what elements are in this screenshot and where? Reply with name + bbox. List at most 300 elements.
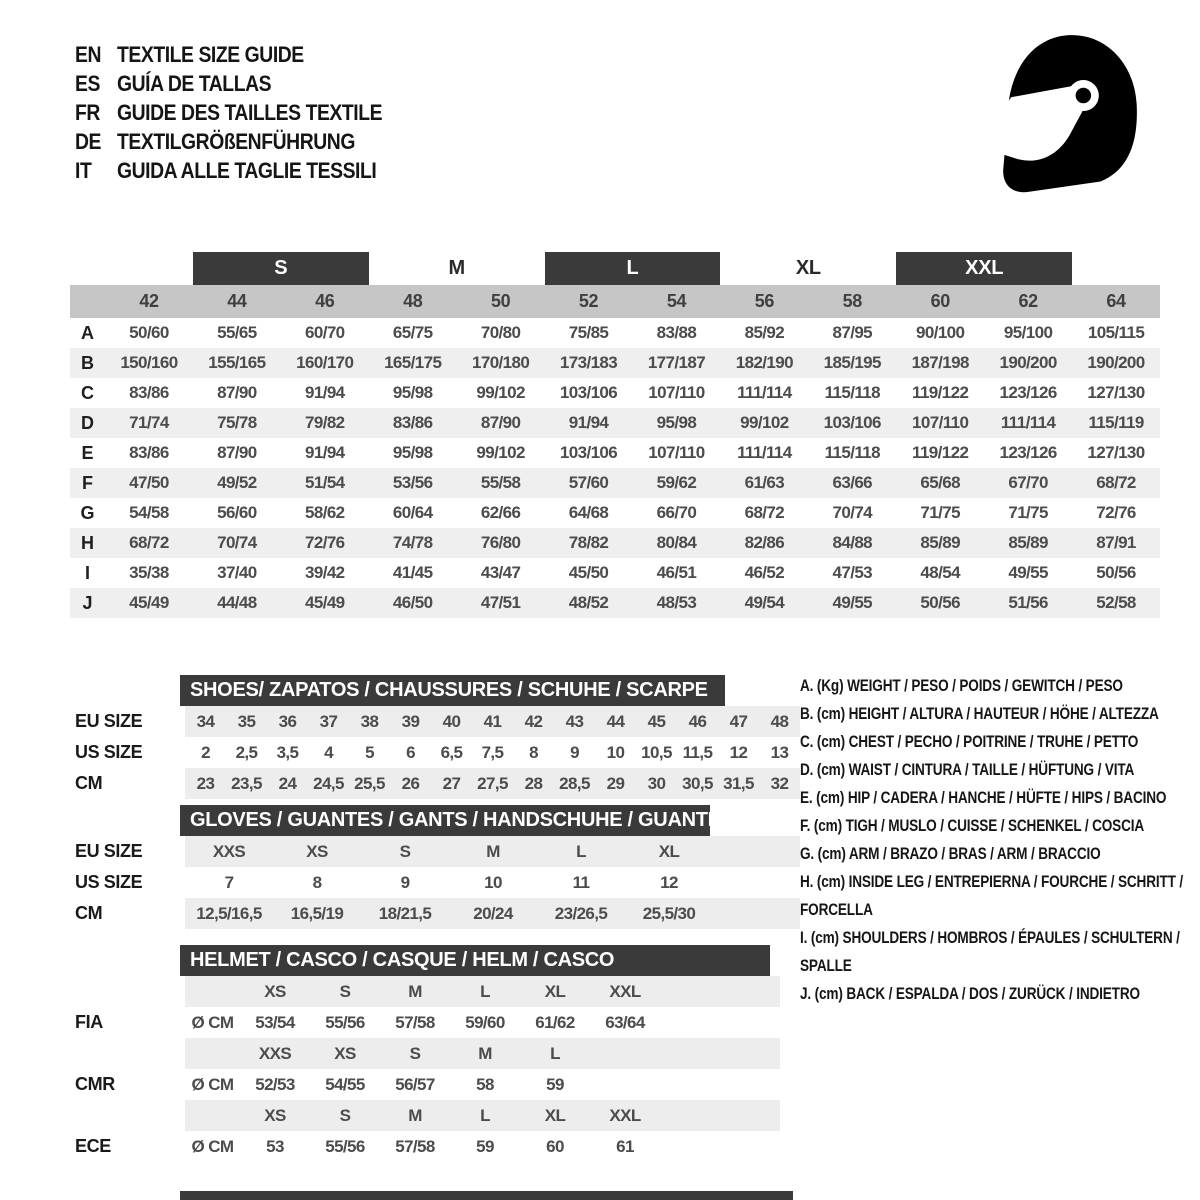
size-cell: S (399, 841, 411, 861)
row-label: EU SIZE (75, 711, 143, 731)
size-band-l: L (545, 252, 721, 285)
size-cell: 3,5 (276, 742, 299, 762)
numeric-size-cell: 62 (1018, 291, 1038, 311)
size-value-cell: 103/106 (823, 413, 881, 432)
size-value-cell: 61/63 (744, 473, 785, 492)
size-cell: 7 (224, 872, 234, 892)
row-values (185, 836, 800, 867)
size-value-cell: 84/88 (832, 533, 873, 552)
language-title: TEXTILGRÖßENFÜHRUNG (117, 128, 355, 154)
size-cell: 60 (546, 1136, 564, 1156)
size-value-cell: 87/90 (480, 413, 521, 432)
language-title: GUIDE DES TAILLES TEXTILE (117, 99, 383, 125)
size-value-cell: 63/66 (832, 473, 873, 492)
size-value-cell: 47/53 (832, 563, 873, 582)
size-value-cell: 48/53 (656, 593, 697, 612)
size-cell: 6 (406, 742, 415, 762)
size-value-cell: 127/130 (1087, 443, 1145, 462)
gloves-rows (70, 836, 810, 929)
row-letter: F (82, 472, 93, 493)
size-cell: 9 (570, 742, 579, 762)
size-value-cell: 47/50 (129, 473, 169, 492)
measurement-row (70, 318, 1160, 348)
size-cell: 35 (237, 711, 256, 731)
size-value-cell: 64/68 (568, 503, 609, 522)
size-cell: 28,5 (559, 773, 590, 793)
size-value-cell: 66/70 (656, 503, 697, 522)
language-code: DE (75, 128, 102, 154)
size-band-s: S (193, 252, 369, 285)
size-value-cell: 83/86 (129, 443, 169, 462)
size-value-cell: 99/102 (476, 383, 525, 402)
size-value-cell: 43/47 (480, 563, 521, 582)
size-cell: 43 (565, 711, 584, 731)
size-value-cell: 155/165 (208, 353, 266, 372)
size-value-cell: 59/62 (656, 473, 697, 492)
size-band-xl: XL (795, 257, 821, 279)
size-row (70, 867, 810, 898)
size-value-cell: 107/110 (912, 413, 969, 432)
numeric-size-cell: 42 (139, 291, 159, 311)
size-value-cell: 50/56 (920, 593, 960, 612)
size-value-cell: 79/82 (305, 413, 345, 432)
size-value-cell: 87/91 (1096, 533, 1136, 552)
language-code: FR (75, 99, 100, 125)
size-cell: 47 (729, 711, 748, 731)
size-value-cell: 83/88 (656, 323, 697, 342)
size-cell: 10,5 (641, 742, 672, 762)
legend-entry: F. (cm) TIGH / MUSLO / CUISSE / SCHENKEL / COSCIA (800, 816, 1145, 835)
size-value-cell: 45/49 (129, 593, 169, 612)
size-cell: XL (658, 841, 680, 861)
size-cell: 5 (365, 742, 374, 762)
size-value-cell: 78/82 (568, 533, 609, 552)
size-value-cell: 95/98 (392, 383, 433, 402)
size-cell: 13 (770, 742, 789, 762)
size-cell: 4 (324, 742, 333, 762)
language-title: GUÍA DE TALLAS (117, 70, 272, 96)
size-value-cell: 57/60 (568, 473, 609, 492)
size-value-cell: 95/100 (1003, 323, 1053, 342)
size-value-cell: 45/49 (305, 593, 345, 612)
size-cell: 27 (442, 773, 461, 793)
size-cell: 27,5 (477, 773, 508, 793)
language-row (75, 127, 418, 156)
size-value-cell: 95/98 (656, 413, 697, 432)
size-value-cell: 105/115 (1087, 323, 1145, 342)
size-value-cell: 65/75 (392, 323, 433, 342)
row-label (70, 1100, 185, 1131)
measurement-row (70, 408, 1160, 438)
size-cell: XS (264, 981, 286, 1001)
size-value-cell: 85/89 (1008, 533, 1048, 552)
size-value-cell: 111/114 (737, 443, 792, 462)
size-value-cell: 80/84 (656, 533, 697, 552)
size-cell: S (409, 1043, 421, 1063)
size-value-cell: 46/51 (656, 563, 697, 582)
language-row (75, 69, 418, 98)
size-cell: 55/56 (325, 1012, 365, 1032)
size-value-cell: 48/52 (568, 593, 609, 612)
row-letter: J (82, 592, 93, 613)
helmet-size-section (70, 945, 810, 1162)
size-row (70, 1131, 810, 1162)
size-value-cell: 41/45 (392, 563, 433, 582)
language-row (75, 40, 418, 69)
size-cell: 23/26,5 (554, 903, 608, 923)
numeric-size-cell: 54 (666, 291, 687, 311)
size-cell: 12 (729, 742, 748, 762)
size-cell: 12,5/16,5 (196, 903, 262, 923)
numeric-size-header (70, 285, 1160, 318)
size-value-cell: 55/58 (480, 473, 521, 492)
size-value-cell: 76/80 (480, 533, 521, 552)
size-cell: 59 (546, 1074, 564, 1094)
size-value-cell: 87/90 (217, 383, 257, 402)
measurement-row (70, 528, 1160, 558)
size-value-cell: 51/56 (1008, 593, 1048, 612)
numeric-size-cell: 48 (403, 291, 423, 311)
measurement-legend (800, 672, 1196, 1008)
size-cell: 31,5 (723, 773, 754, 793)
shoes-section-title: SHOES/ ZAPATOS / CHAUSSURES / SCHUHE / SCARPE (180, 675, 725, 706)
size-value-cell: 71/74 (129, 413, 169, 432)
size-cell: 34 (196, 711, 215, 731)
row-letter: D (81, 412, 94, 433)
size-value-cell: 68/72 (744, 503, 785, 522)
size-cell: 59/60 (465, 1012, 505, 1032)
size-cell: 9 (400, 872, 410, 892)
legend-entry: B. (cm) HEIGHT / ALTURA / HAUTEUR / HÖHE / ALTEZZA (800, 704, 1159, 723)
size-value-cell: 127/130 (1087, 383, 1145, 402)
language-title: GUIDA ALLE TAGLIE TESSILI (117, 157, 377, 183)
row-label: EU SIZE (75, 841, 143, 861)
size-cell: 7,5 (481, 742, 504, 762)
size-cell: 18/21,5 (378, 903, 432, 923)
size-value-cell: 35/38 (129, 563, 169, 582)
numeric-size-cell: 50 (491, 291, 511, 311)
row-values (185, 1069, 780, 1100)
size-value-cell: 170/180 (471, 353, 530, 372)
size-cell: L (550, 1043, 560, 1063)
size-cell: 44 (606, 711, 625, 731)
language-title-list (75, 40, 418, 185)
size-value-cell: 107/110 (648, 443, 705, 462)
size-cell: 56/57 (395, 1074, 435, 1094)
size-value-cell: 177/187 (647, 353, 706, 372)
size-cell: 25,5/30 (642, 903, 696, 923)
size-cell: 37 (319, 711, 338, 731)
row-letter: E (81, 442, 94, 463)
language-code: IT (75, 157, 92, 183)
size-cell: 53 (266, 1136, 284, 1156)
row-label: US SIZE (75, 742, 143, 762)
size-value-cell: 95/98 (392, 443, 433, 462)
size-cell: XL (544, 981, 566, 1001)
size-cell: XXL (609, 981, 641, 1001)
size-value-cell: 173/183 (559, 353, 618, 372)
size-band-m: M (448, 257, 465, 279)
legend-entry: E. (cm) HIP / CADERA / HANCHE / HÜFTE / HIPS / BACINO (800, 788, 1167, 807)
size-row (70, 706, 810, 737)
gloves-section-title: GLOVES / GUANTES / GANTS / HANDSCHUHE / GUANTI (180, 805, 710, 836)
size-value-cell: 54/58 (129, 503, 169, 522)
size-cell: 2 (201, 742, 210, 762)
row-label: FIA (75, 1012, 103, 1032)
size-row (70, 1069, 810, 1100)
size-cell: 28 (524, 773, 543, 793)
row-values (185, 737, 800, 768)
size-cell: 59 (476, 1136, 494, 1156)
legend-entry: A. (Kg) WEIGHT / PESO / POIDS / GEWITCH / PESO (800, 676, 1123, 695)
size-cell: 54/55 (325, 1074, 365, 1094)
size-value-cell: 52/58 (1096, 593, 1136, 612)
numeric-size-cell: 64 (1106, 291, 1126, 311)
size-cell: XXS (258, 1043, 292, 1063)
size-cell: XS (306, 841, 328, 861)
measurement-row (70, 498, 1160, 528)
row-values (185, 976, 780, 1007)
size-cell: 42 (524, 711, 543, 731)
measurement-row (70, 348, 1160, 378)
size-value-cell: 50/56 (1096, 563, 1136, 582)
size-value-cell: 46/50 (392, 593, 433, 612)
row-letter: H (81, 532, 94, 553)
row-letter: A (81, 322, 94, 343)
size-cell: M (478, 1043, 492, 1063)
size-cell: 57/58 (395, 1012, 435, 1032)
size-value-cell: 190/200 (1087, 353, 1145, 372)
gloves-size-section (70, 805, 810, 929)
size-cell: XS (264, 1105, 286, 1125)
size-cell: S (339, 1105, 351, 1125)
size-value-cell: 75/78 (217, 413, 257, 432)
size-value-cell: 67/70 (1008, 473, 1048, 492)
size-value-cell: 83/86 (129, 383, 169, 402)
size-value-cell: 85/89 (920, 533, 960, 552)
size-value-cell: 70/80 (480, 323, 521, 342)
size-value-cell: 85/92 (744, 323, 785, 342)
language-code: EN (75, 41, 102, 67)
size-cell: 30,5 (682, 773, 713, 793)
size-cell: Ø CM (191, 1074, 234, 1094)
measurement-row (70, 468, 1160, 498)
size-value-cell: 91/94 (305, 383, 345, 402)
row-label (70, 976, 185, 1007)
size-value-cell: 87/95 (832, 323, 873, 342)
row-letter: C (81, 382, 94, 403)
size-cell: 2,5 (235, 742, 258, 762)
size-cell: 20/24 (473, 903, 513, 923)
size-value-cell: 70/74 (217, 533, 257, 552)
size-value-cell: 90/100 (915, 323, 965, 342)
size-value-cell: 107/110 (648, 383, 705, 402)
size-value-cell: 115/118 (824, 443, 880, 462)
size-cell: 29 (606, 773, 625, 793)
size-cell: 61/62 (535, 1012, 575, 1032)
measurement-row (70, 558, 1160, 588)
size-value-cell: 53/56 (392, 473, 433, 492)
legend-entry: C. (cm) CHEST / PECHO / POITRINE / TRUHE / PETTO (800, 732, 1139, 751)
size-row (70, 737, 810, 768)
size-value-cell: 60/64 (392, 503, 433, 522)
size-cell: L (576, 841, 586, 861)
size-value-cell: 58/62 (305, 503, 345, 522)
size-value-cell: 68/72 (129, 533, 169, 552)
size-cell: 45 (647, 711, 666, 731)
size-cell: 61 (616, 1136, 634, 1156)
row-label: ECE (75, 1136, 111, 1156)
size-cell: S (339, 981, 351, 1001)
size-value-cell: 165/175 (384, 353, 442, 372)
size-value-cell: 60/70 (305, 323, 345, 342)
row-values (185, 1038, 780, 1069)
size-value-cell: 46/52 (744, 563, 785, 582)
size-value-cell: 82/86 (744, 533, 785, 552)
size-row (70, 768, 810, 799)
helmet-rows (70, 976, 810, 1162)
size-cell: 46 (688, 711, 707, 731)
size-cell: 26 (401, 773, 420, 793)
apparel-size-table (70, 252, 1160, 618)
row-values (185, 1007, 780, 1038)
size-value-cell: 83/86 (392, 413, 433, 432)
size-value-cell: 160/170 (296, 353, 354, 372)
size-value-cell: 115/118 (824, 383, 880, 402)
size-cell: XXL (609, 1105, 641, 1125)
size-value-cell: 49/54 (744, 593, 785, 612)
size-value-cell: 62/66 (480, 503, 521, 522)
size-value-cell: 103/106 (559, 383, 618, 402)
size-cell: 41 (483, 711, 502, 731)
size-cell: XS (334, 1043, 356, 1063)
letter-size-header (70, 252, 1160, 285)
row-letter: I (84, 562, 90, 583)
shoes-rows (70, 706, 810, 799)
size-value-cell: 190/200 (999, 353, 1057, 372)
row-label: CM (75, 773, 103, 793)
row-label (70, 1038, 185, 1069)
size-cell: 23,5 (231, 773, 262, 793)
language-row (75, 156, 418, 185)
size-value-cell: 150/160 (120, 353, 178, 372)
language-row (75, 98, 418, 127)
size-value-cell: 70/74 (832, 503, 873, 522)
size-cell: 16,5/19 (290, 903, 344, 923)
size-value-cell: 91/94 (305, 443, 345, 462)
size-cell: 12 (660, 872, 678, 892)
numeric-size-cell: 44 (227, 291, 247, 311)
size-value-cell: 65/68 (920, 473, 960, 492)
size-value-cell: 48/54 (920, 563, 960, 582)
legend-entry: H. (cm) INSIDE LEG / ENTREPIERNA / FOURCHE / SCHRITT / FORCELLA (800, 872, 1184, 919)
size-value-cell: 72/76 (305, 533, 345, 552)
row-values (185, 1131, 780, 1162)
row-values (185, 768, 800, 799)
size-value-cell: 119/122 (912, 383, 969, 402)
helmet-icon (975, 25, 1147, 197)
numeric-size-cell: 56 (754, 291, 774, 311)
size-row (70, 1100, 810, 1131)
numeric-size-cell: 60 (930, 291, 950, 311)
legend-entry: D. (cm) WAIST / CINTURA / TAILLE / HÜFTUNG / VITA (800, 760, 1135, 779)
size-value-cell: 49/55 (1008, 563, 1048, 582)
size-cell: 38 (360, 711, 379, 731)
size-value-cell: 87/90 (217, 443, 257, 462)
measurement-rows (70, 318, 1160, 618)
legend-entry: G. (cm) ARM / BRAZO / BRAS / ARM / BRACCIO (800, 844, 1101, 863)
size-cell: M (486, 841, 500, 861)
size-value-cell: 49/55 (832, 593, 873, 612)
size-value-cell: 56/60 (217, 503, 257, 522)
size-value-cell: 103/106 (559, 443, 618, 462)
size-cell: XL (544, 1105, 566, 1125)
size-value-cell: 115/119 (1088, 413, 1144, 432)
row-letter: G (80, 502, 95, 523)
size-cell: 32 (770, 773, 789, 793)
row-label: CMR (75, 1074, 115, 1094)
size-cell: 39 (401, 711, 420, 731)
size-cell: 10 (484, 872, 502, 892)
size-value-cell: 72/76 (1096, 503, 1136, 522)
size-value-cell: 187/198 (911, 353, 969, 372)
size-value-cell: 123/126 (999, 383, 1057, 402)
size-cell: 10 (606, 742, 625, 762)
size-cell: 24,5 (313, 773, 344, 793)
size-row (70, 898, 810, 929)
size-cell: 40 (442, 711, 461, 731)
legend-entry: I. (cm) SHOULDERS / HOMBROS / ÉPAULES / SCHULTERN / SPALLE (800, 928, 1180, 975)
size-cell: L (480, 981, 490, 1001)
size-cell: 23 (196, 773, 215, 793)
size-cell: M (408, 1105, 422, 1125)
size-cell: Ø CM (191, 1136, 234, 1156)
size-cell: 25,5 (354, 773, 385, 793)
size-value-cell: 71/75 (920, 503, 960, 522)
size-value-cell: 111/114 (737, 383, 792, 402)
size-row (70, 976, 810, 1007)
row-label: CM (75, 903, 103, 923)
size-cell: 55/56 (325, 1136, 365, 1156)
size-value-cell: 55/65 (217, 323, 257, 342)
row-label: US SIZE (75, 872, 143, 892)
size-value-cell: 51/54 (305, 473, 345, 492)
size-band-xxl: XXL (896, 252, 1072, 285)
size-cell: 57/58 (395, 1136, 435, 1156)
size-value-cell: 71/75 (1008, 503, 1048, 522)
row-letter: B (81, 352, 94, 373)
size-cell: 11 (572, 872, 590, 892)
language-code: ES (75, 70, 100, 96)
size-cell: 24 (278, 773, 297, 793)
shoes-size-section (70, 675, 810, 799)
size-cell: 63/64 (605, 1012, 645, 1032)
size-cell: L (480, 1105, 490, 1125)
size-value-cell: 75/85 (568, 323, 609, 342)
numeric-size-cell: 46 (315, 291, 335, 311)
language-title: TEXTILE SIZE GUIDE (117, 41, 304, 67)
size-row (70, 1038, 810, 1069)
size-value-cell: 49/52 (217, 473, 257, 492)
size-value-cell: 50/60 (129, 323, 169, 342)
measurement-row (70, 588, 1160, 618)
row-values (185, 706, 800, 737)
size-value-cell: 119/122 (912, 443, 969, 462)
size-cell: 36 (278, 711, 297, 731)
size-value-cell: 123/126 (999, 443, 1057, 462)
size-cell: 8 (529, 742, 538, 762)
size-cell: 58 (476, 1074, 494, 1094)
